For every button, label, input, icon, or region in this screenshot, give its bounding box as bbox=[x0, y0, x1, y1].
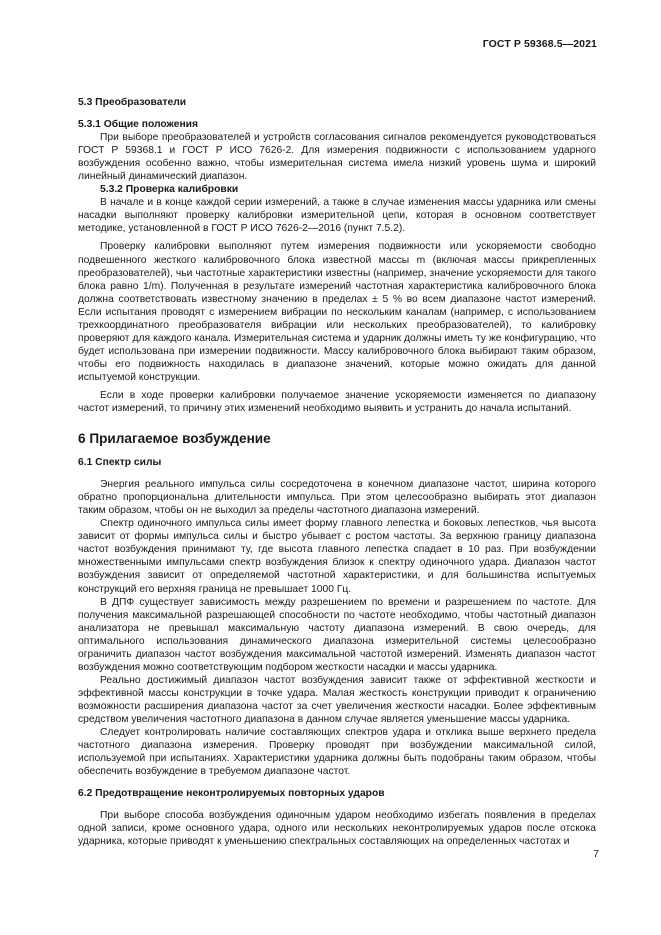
paragraph: Если в ходе проверки калибровки получаемое значение ускоряемости изменяется по диапазону частот измерений, то причину этих изменений необходимо выявить и устранить до начала испытаний. bbox=[78, 389, 596, 415]
section-5-3-1-title: 5.3.1 Общие положения bbox=[78, 119, 198, 131]
section-6-title: 6 Прилагаемое возбуждение bbox=[78, 431, 271, 447]
section-5-3-title: 5.3 Преобразователи bbox=[78, 97, 187, 108]
paragraph: Спектр одиночного импульса силы имеет форму главного лепестка и боковых лепестков, чья высота зависит от формы импульса силы и быстро убывает с ростом частоты. За верхнюю границу диапазона частот возбуждения принимают ту, где высота главного лепестка спадает в 10 раз. При возбуждении множественными импульсами спектр возбуждения близок к спектру одиночного удара. Диапазон частот возбуждения зависит от определяемой частотной характеристики, и для большинства испытуемых конструкций его верхняя граница не превышает 1000 Гц. bbox=[78, 518, 596, 595]
paragraph: В начале и в конце каждой серии измерений, а также в случае изменения массы ударника или смены насадки выполняют проверку калибровки измерительной цепи, которая в основном соответствует методике, установленной в ГОСТ Р ИСО 7626-2—2016 (пункт 7.5.2). bbox=[78, 197, 596, 235]
document-id-header: ГОСТ Р 59368.5—2021 bbox=[482, 38, 597, 50]
paragraph: Следует контролировать наличие составляющих спектров удара и отклика выше верхнего предела частотного диапазона измерения. Проверку проводят при возбуждении максимальной силой, используемой при испытаниях. Характеристики ударника должны быть подобраны таким образом, чтобы обеспечить возбуждение в требуемом диапазоне частот. bbox=[78, 727, 596, 778]
page-content bbox=[78, 96, 596, 848]
section-6-2-title: 6.2 Предотвращение неконтролируемых повторных ударов bbox=[78, 788, 385, 800]
paragraph: В ДПФ существует зависимость между разрешением по времени и разрешением по частоте. Для получения максимальной разрешающей способности по частоте необходимо, чтобы частотный диапазон анализатора не превышал максимальную частоту диапазона измерений. В свою очередь, для оптимального использования динамического диапазона измерительной системы целесообразно ограничить диапазон частот возбуждения максимальной частотой измерений. Изменять диапазон частот возбуждения можно соответствующим подбором жесткости насадки и массы ударника. bbox=[78, 596, 596, 673]
section-5-3-2-title: 5.3.2 Проверка калибровки bbox=[100, 184, 239, 196]
section-6-1-title: 6.1 Спектр силы bbox=[78, 457, 162, 469]
paragraph: Реально достижимый диапазон частот возбуждения зависит также от эффективной жесткости и эффективной массы конструкции в точке удара. Малая жесткость конструкции приводит к ограничению возможности расширения диапазона частот за счет увеличения жесткости насадки. Более эффективным средством увеличения частотного диапазона в данном случае является уменьшение массы ударника. bbox=[78, 674, 596, 725]
paragraph: При выборе способа возбуждения одиночным ударом необходимо избегать появления в пределах одной записи, кроме основного удара, одного или нескольких неконтролируемых ударов после отскока ударника, которые приводят к уменьшению спектральных составляющих на определенных частотах и bbox=[78, 810, 596, 848]
page-number: 7 bbox=[593, 848, 599, 860]
paragraph: Проверку калибровки выполняют путем измерения подвижности или ускоряемости свободно подвешенного жесткого калибровочного блока известной массы m (включая массы прикрепленных преобразователей), чьи частотные характеристики известны (например, значение ускоряемости для такого блока равно 1/m). Полученная в результате измерений частотная характеристика калибровочного блока должна соответствовать известному значению в пределах ± 5 % во всем диапазоне частот измерений. Если испытания проводят с измерением вибрации по нескольким каналам (например, с использованием трехкоординатного преобразователя вибрации или нескольких преобразователей), то калибровку проверяют для каждого канала. Измерительная система и ударник должны иметь ту же конфигурацию, что будет использована при измерении подвижности. Массу калибровочного блока выбирают таким образом, чтобы его подвижность находилась в диапазоне значений, которые можно ожидать для данной испытуемой конструкции. bbox=[78, 241, 596, 383]
paragraph: Энергия реального импульса силы сосредоточена в конечном диапазоне частот, ширина которого обратно пропорциональна длительности импульса. При этом целесообразно выбирать этот диапазон таким образом, чтобы он не выходил за пределы частотного диапазона измерений. bbox=[78, 479, 596, 517]
paragraph: При выборе преобразователей и устройств согласования сигналов рекомендуется руководствоваться ГОСТ Р 59368.1 и ГОСТ Р ИСО 7626-2. Для измерения подвижности с использованием ударного возбуждения особенно важно, чтобы измерительная система имела низкий уровень шума и широкий линейный динамический диапазон. bbox=[78, 132, 596, 183]
